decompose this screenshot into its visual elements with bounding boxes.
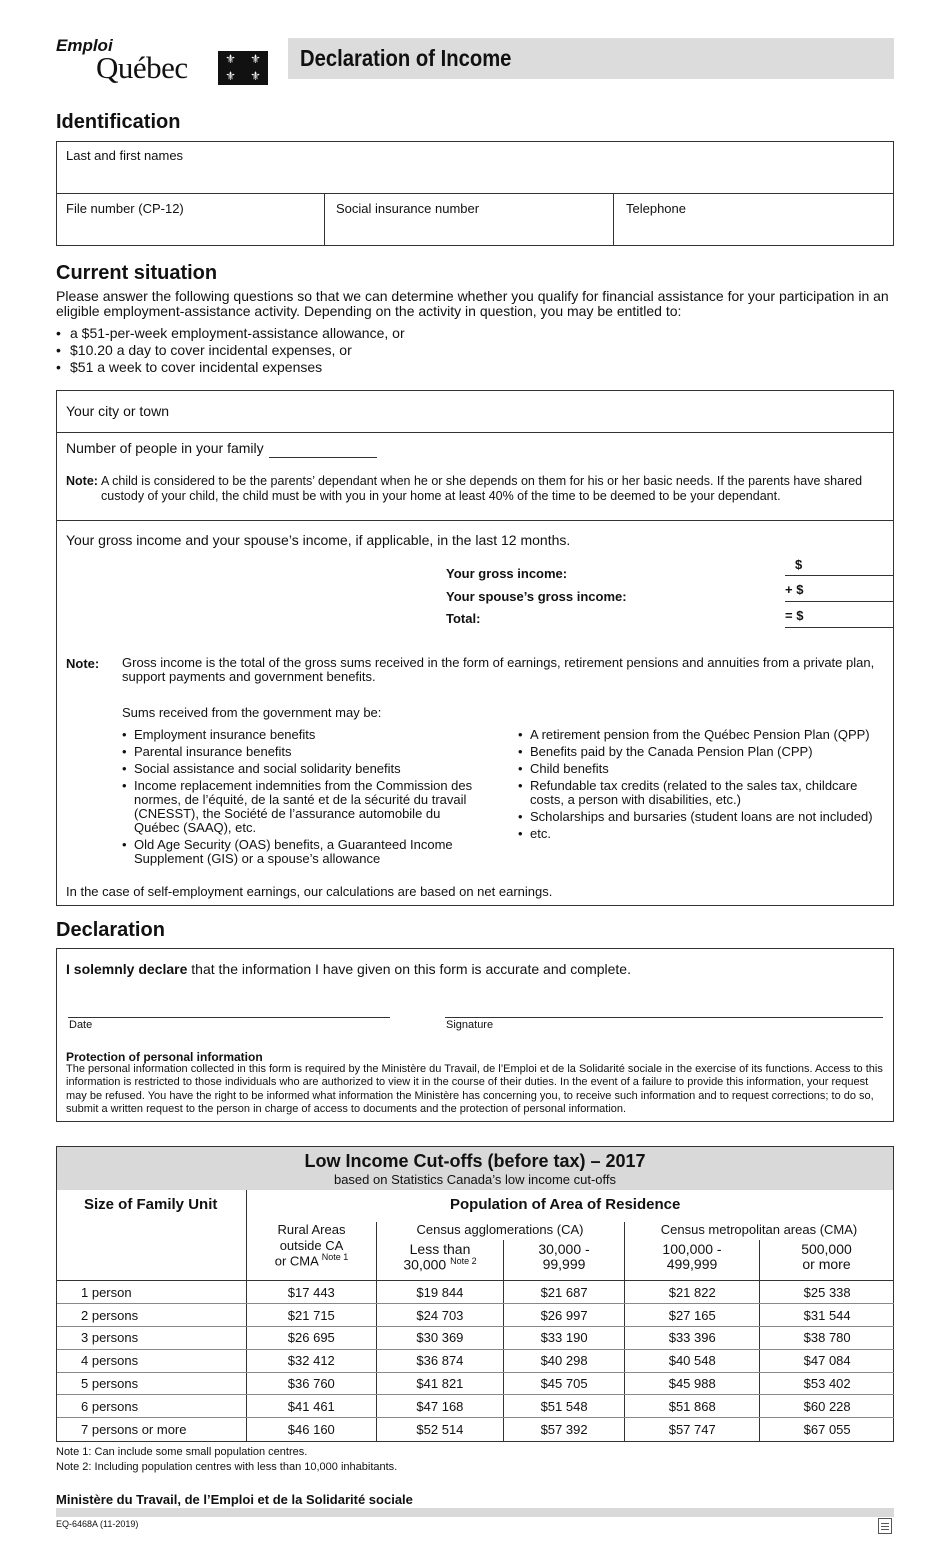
footer-band bbox=[56, 1508, 894, 1517]
ca-small-header-1: Less than bbox=[409, 1241, 471, 1257]
family-size-cell: 3 persons bbox=[57, 1327, 246, 1350]
table-row bbox=[57, 1349, 894, 1372]
list-item: • etc. bbox=[518, 827, 888, 841]
lico-note-2: Note 2: Including population centres with less than 10,000 inhabitants. bbox=[56, 1461, 398, 1473]
logo-emploi-text: Emploi bbox=[56, 36, 113, 55]
cutoff-cell: $31 544 bbox=[760, 1304, 894, 1327]
lico-note-1: Note 1: Can include some small population centres. bbox=[56, 1446, 308, 1458]
sin-field[interactable]: Social insurance number bbox=[336, 201, 480, 216]
family-size-cell: 4 persons bbox=[57, 1349, 246, 1372]
identification-box bbox=[56, 141, 894, 246]
cutoff-cell: $32 412 bbox=[246, 1349, 376, 1372]
cutoff-cell: $36 874 bbox=[376, 1349, 503, 1372]
date-label: Date bbox=[69, 1019, 93, 1031]
entitlement-list bbox=[56, 325, 405, 376]
cutoff-cell: $33 190 bbox=[504, 1327, 625, 1350]
cutoff-cell: $67 055 bbox=[803, 1421, 851, 1437]
cutoff-cell: $26 997 bbox=[504, 1304, 625, 1327]
lico-header-band bbox=[57, 1147, 893, 1190]
ministry-name: Ministère du Travail, de l’Emploi et de la Solidarité sociale bbox=[56, 1492, 413, 1507]
telephone-field[interactable]: Telephone bbox=[626, 201, 686, 216]
family-size-label: Number of people in your family bbox=[66, 440, 264, 456]
lico-title: Low Income Cut-offs (before tax) – 2017 bbox=[304, 1151, 646, 1171]
cma-mid-header-1: 100,000 - bbox=[662, 1241, 722, 1257]
cutoff-cell: $30 369 bbox=[376, 1327, 503, 1350]
table-row bbox=[57, 1418, 894, 1441]
ca-small-header-2-text: 30,000 bbox=[403, 1256, 447, 1273]
cutoff-cell: $21 687 bbox=[504, 1281, 625, 1304]
income-prompt: Your gross income and your spouse’s income, if applicable, in the last 12 months. bbox=[66, 532, 571, 548]
family-size-cell: 6 persons bbox=[57, 1395, 246, 1418]
privacy-text: The personal information collected in this form is required by the Ministère du Travail, de l’Emploi et de la Solidarité sociale in the exercise of its functions. Access to this information is restricted to those individuals who are authorized to view it in the course of their duties. In the event of a failure to provide this information, your request may be refused. You have the right to be informed what information the Ministère has concerning you, to receive such information and to request corrections; to do so, submit a written request to the person in charge of access to documents and the protection of personal information. bbox=[66, 1063, 883, 1115]
signature-label: Signature bbox=[446, 1019, 494, 1031]
cutoff-cell: $17 443 bbox=[246, 1281, 376, 1304]
signature-input[interactable] bbox=[445, 1017, 883, 1018]
spouse-income-label: Your spouse’s gross income: bbox=[446, 589, 627, 604]
last-first-names-field[interactable]: Last and first names bbox=[66, 148, 184, 163]
list-item: • A retirement pension from the Québec Pension Plan (QPP) bbox=[518, 728, 888, 742]
cutoff-cell: $40 298 bbox=[504, 1349, 625, 1372]
date-input[interactable] bbox=[68, 1017, 390, 1018]
table-row bbox=[57, 1327, 894, 1350]
logo-quebec-text: Québec bbox=[96, 50, 188, 85]
lico-subtitle: based on Statistics Canada’s low income cut-offs bbox=[333, 1172, 617, 1187]
rural-header-1: Rural Areas bbox=[277, 1222, 346, 1237]
cutoff-cell: $47 168 bbox=[376, 1395, 503, 1418]
table-row bbox=[57, 1304, 894, 1327]
cma-large-header-2: or more bbox=[802, 1256, 851, 1272]
file-number-field[interactable]: File number (CP-12) bbox=[66, 201, 184, 216]
rural-header-3 bbox=[247, 1252, 376, 1268]
family-size-cell: 5 persons bbox=[57, 1372, 246, 1395]
note1-sup: Note 1 bbox=[321, 1252, 349, 1262]
situation-box bbox=[56, 390, 894, 906]
cutoff-cell: $26 695 bbox=[246, 1327, 376, 1350]
cma-large-header-1: 500,000 bbox=[801, 1241, 852, 1257]
list-item: • Income replacement indemnities from the Commission des normes, de l’équité, de la santé et de la sécurité du travail (CNESST), the Société de l’assurance automobile du Québec (SAAQ), etc. bbox=[122, 779, 482, 835]
cma-mid-header-2: 499,999 bbox=[666, 1256, 718, 1272]
current-situation-heading: Current situation bbox=[56, 262, 218, 284]
cutoff-cell: $25 338 bbox=[760, 1281, 894, 1304]
declaration-box bbox=[56, 948, 894, 1122]
fleur-de-lis-flag-icon: ⚜ ⚜ ⚜ ⚜ bbox=[218, 51, 268, 85]
form-code: EQ-6468A (11-2019) bbox=[56, 1519, 139, 1529]
ca-large-header-2: 99,999 bbox=[542, 1256, 586, 1272]
lico-table bbox=[57, 1281, 894, 1441]
cutoff-cell: $19 844 bbox=[376, 1281, 503, 1304]
rural-header-2: outside CA bbox=[279, 1238, 344, 1253]
size-header: Size of Family Unit bbox=[84, 1196, 218, 1213]
declaration-heading: Declaration bbox=[56, 919, 165, 941]
spouse-income-dollar: + $ bbox=[785, 582, 804, 597]
cutoff-cell: $51 868 bbox=[625, 1395, 760, 1418]
cutoff-cell: $21 822 bbox=[625, 1281, 760, 1304]
rural-header-3-text: or CMA bbox=[274, 1253, 319, 1269]
list-item: • Employment insurance benefits bbox=[122, 728, 482, 742]
ca-small-header-2 bbox=[377, 1256, 503, 1273]
family-size-input[interactable] bbox=[269, 457, 377, 458]
self-employment-note: In the case of self-employment earnings, our calculations are based on net earnings. bbox=[66, 884, 553, 899]
total-input[interactable] bbox=[785, 627, 893, 628]
gov-sums-intro: Sums received from the government may be: bbox=[122, 705, 382, 720]
cutoff-cell: $36 760 bbox=[246, 1372, 376, 1395]
cutoff-cell: $57 747 bbox=[625, 1418, 760, 1441]
cutoff-cell: $24 703 bbox=[376, 1304, 503, 1327]
gross-income-dollar: $ bbox=[795, 557, 803, 572]
cutoff-cell: $46 160 bbox=[246, 1418, 376, 1441]
list-item: • Scholarships and bursaries (student loans are not included) bbox=[518, 810, 888, 824]
cutoff-cell: $38 780 bbox=[760, 1327, 894, 1350]
cutoff-cell: $53 402 bbox=[760, 1372, 894, 1395]
page-title: Declaration of Income bbox=[300, 45, 512, 71]
gross-income-label: Your gross income: bbox=[446, 566, 568, 581]
dependant-note: A child is considered to be the parents’ dependant when he or she depends on them for his or her basic needs. If the parents have shared custody of your child, the child must be with you in your home at least 40% of the time to be deemed to be your dependant. bbox=[101, 474, 863, 503]
cutoff-cell: $51 548 bbox=[504, 1395, 625, 1418]
cutoff-cell: $21 715 bbox=[246, 1304, 376, 1327]
cutoff-cell: $27 165 bbox=[625, 1304, 760, 1327]
list-item: • Parental insurance benefits bbox=[122, 745, 482, 759]
gov-benefits-right-list bbox=[518, 728, 888, 844]
table-row bbox=[57, 1281, 894, 1304]
gross-income-input[interactable] bbox=[785, 575, 893, 576]
solemn-declaration bbox=[66, 961, 631, 977]
list-item: • Child benefits bbox=[518, 762, 888, 776]
list-item: • Benefits paid by the Canada Pension Plan (CPP) bbox=[518, 745, 888, 759]
cutoff-cell: $33 396 bbox=[625, 1327, 760, 1350]
document-icon bbox=[878, 1518, 892, 1534]
ca-large-header-1: 30,000 - bbox=[538, 1241, 590, 1257]
list-item: • $51 a week to cover incidental expenses bbox=[56, 359, 405, 376]
cutoff-cell: $40 548 bbox=[625, 1349, 760, 1372]
spouse-income-input[interactable] bbox=[785, 601, 893, 602]
solemn-declaration-rest: that the information I have given on this form is accurate and complete. bbox=[187, 961, 631, 977]
family-size-cell: 1 person bbox=[57, 1281, 246, 1304]
cutoff-cell: $52 514 bbox=[376, 1418, 503, 1441]
list-item: • Old Age Security (OAS) benefits, a Guaranteed Income Supplement (GIS) or a spouse’s allowance bbox=[122, 838, 482, 866]
privacy-title: Protection of personal information bbox=[66, 1050, 263, 1064]
cutoff-cell: $60 228 bbox=[760, 1395, 894, 1418]
cutoff-cell: $41 821 bbox=[376, 1372, 503, 1395]
cutoff-cell: $57 392 bbox=[504, 1418, 625, 1441]
cutoff-cell: $41 461 bbox=[246, 1395, 376, 1418]
gross-income-note: Gross income is the total of the gross sums received in the form of earnings, retirement pensions and annuities from a private plan, support payments and government benefits. bbox=[122, 655, 875, 684]
family-size-cell: 2 persons bbox=[57, 1304, 246, 1327]
table-row bbox=[57, 1372, 894, 1395]
family-size-cell: 7 persons or more bbox=[57, 1418, 246, 1441]
emploi-quebec-logo bbox=[56, 34, 276, 90]
cutoff-cell: $45 988 bbox=[625, 1372, 760, 1395]
identification-heading: Identification bbox=[56, 111, 181, 133]
city-field[interactable]: Your city or town bbox=[66, 403, 169, 419]
list-item: • Social assistance and social solidarity benefits bbox=[122, 762, 482, 776]
gov-benefits-left-list bbox=[122, 728, 482, 869]
cutoff-cell: $47 084 bbox=[760, 1349, 894, 1372]
list-item: • Refundable tax credits (related to the sales tax, childcare costs, a person with disabilities, etc.) bbox=[518, 779, 888, 807]
form-title-bar bbox=[288, 38, 894, 79]
cutoff-cell: $45 705 bbox=[504, 1372, 625, 1395]
note-label: Note: bbox=[66, 474, 98, 488]
list-item: • a $51-per-week employment-assistance allowance, or bbox=[56, 325, 405, 342]
table-row bbox=[57, 1395, 894, 1418]
total-dollar: = $ bbox=[785, 608, 804, 623]
list-item: • $10.20 a day to cover incidental expenses, or bbox=[56, 342, 405, 359]
situation-intro: Please answer the following questions so that we can determine whether you qualify for financial assistance for your participation in an eligible employment-assistance activity. Depending on the activity in question, you may be entitled to: bbox=[56, 288, 889, 319]
cma-header: Census metropolitan areas (CMA) bbox=[660, 1222, 858, 1237]
gross-note-label: Note: bbox=[66, 656, 100, 671]
solemn-declaration-bold: I solemnly declare bbox=[66, 961, 188, 977]
population-header: Population of Area of Residence bbox=[450, 1196, 681, 1213]
total-label: Total: bbox=[446, 611, 481, 626]
ca-header: Census agglomerations (CA) bbox=[416, 1222, 584, 1237]
note2-sup: Note 2 bbox=[450, 1256, 477, 1266]
